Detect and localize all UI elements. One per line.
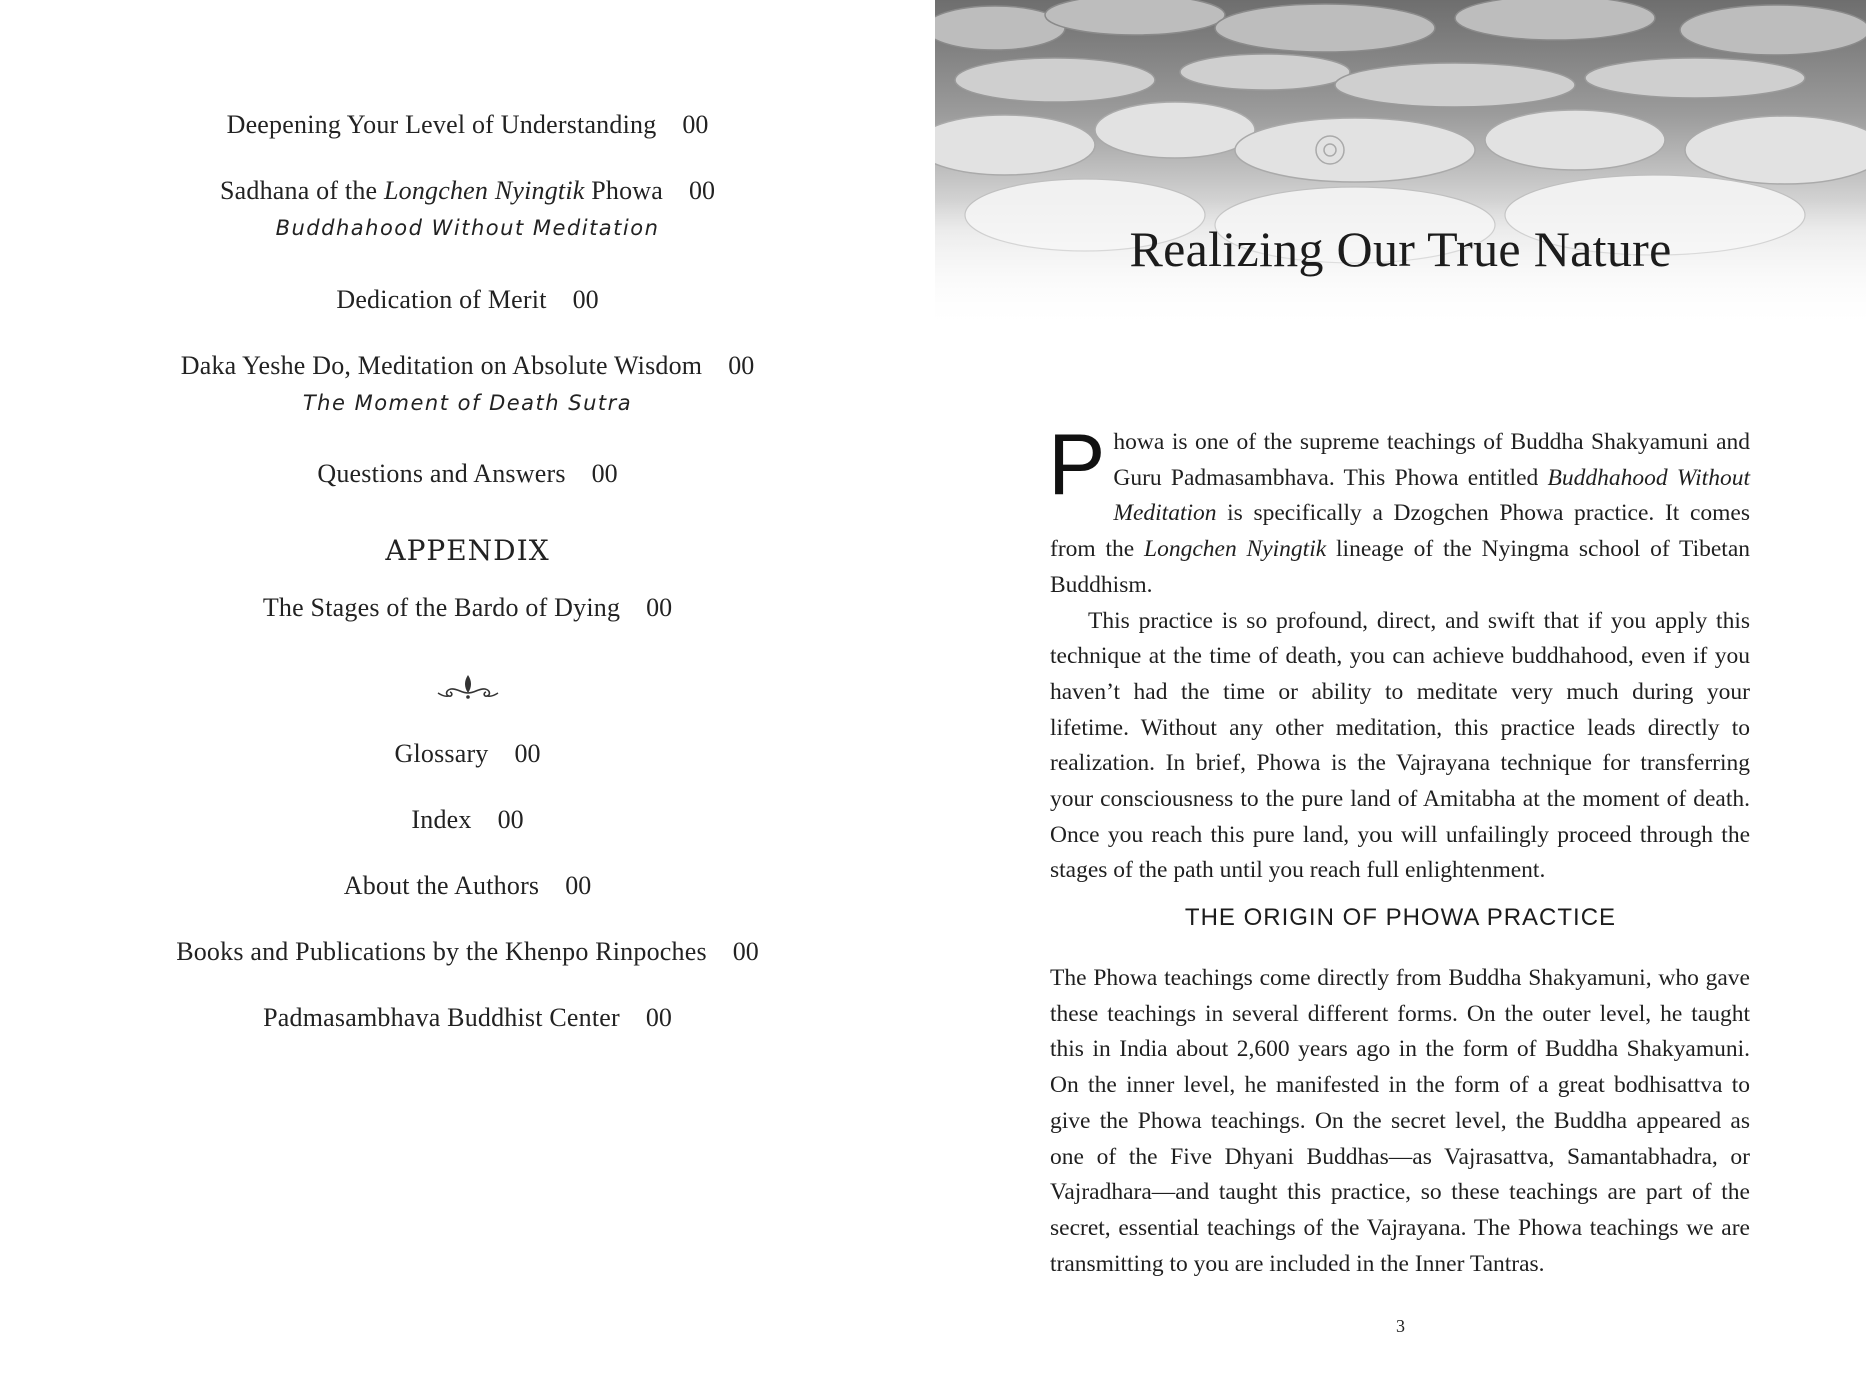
toc-entry-page: 00 (497, 805, 524, 834)
section-heading: THE ORIGIN OF PHOWA PRACTICE (1184, 904, 1617, 931)
right-page-chapter (935, 0, 1866, 1400)
chapter-title: Realizing Our True Nature (1129, 221, 1672, 277)
toc-entry[interactable] (0, 739, 935, 769)
toc-entry[interactable] (0, 351, 935, 415)
toc-entry[interactable] (0, 937, 935, 967)
toc-entry[interactable] (0, 176, 935, 240)
toc-entry-title: Deepening Your Level of Understanding (226, 110, 657, 139)
intro-paragraph-1: Phowa is one of the supreme teachings of Buddha Shakyamuni and Guru Padmasambhava. This Phowa entitled Buddhahood Without Meditation is specifically a Dzogchen Phowa practice. It comes from the Longchen Nyingtik lineage of the Nyingma school of Tibetan Buddhism. (1048, 417, 1750, 598)
toc-entry[interactable] (0, 593, 935, 623)
toc-entry[interactable] (0, 110, 935, 140)
toc-entry-title: Dedication of Merit (336, 285, 547, 314)
toc-entry-page: 00 (646, 593, 673, 622)
toc-entry-title: Padmasambhava Buddhist Center (263, 1003, 620, 1032)
toc-entry-page: 00 (591, 459, 618, 488)
appendix-heading: APPENDIX (385, 534, 550, 567)
section-text (1050, 961, 1750, 1282)
toc-entry-page: 00 (689, 176, 716, 205)
toc-entry-page: 00 (514, 739, 541, 768)
toc-entry[interactable] (0, 1003, 935, 1033)
drop-cap: P (1048, 417, 1106, 513)
toc-entry-title: Daka Yeshe Do, Meditation on Absolute Wisdom (180, 351, 703, 380)
toc-entry-page: 00 (682, 110, 709, 139)
toc-entry-title-italic: Longchen Nyingtik (383, 176, 585, 205)
toc-entry-subtitle: The Moment of Death Sutra (302, 391, 633, 415)
toc-entry-page: 00 (572, 285, 599, 314)
toc-entry[interactable] (0, 871, 935, 901)
cloud-header-image (935, 0, 1866, 330)
section-paragraph-1: The Phowa teachings come directly from Buddha Shakyamuni, who gave these teachings in several different forms. On the outer level, he taught this in India about 2,600 years ago in the form of Buddha Shakyamuni. On the inner level, he manifested in the form of a great bodhisattva to give the Phowa teachings. On the secret level, the Buddha appeared as one of the Five Dhyani Buddhas—as Vajrasattva, Samantabhadra, or Vajradhara—and taught this practice, so these teachings are part of the secret, essential teachings of the Vajrayana. The Phowa teachings we are transmitting to you are included in the Inner Tantras. (1050, 965, 1750, 1277)
toc-entry-title: Questions and Answers (317, 459, 566, 488)
toc-entry-title: About the Authors (343, 871, 540, 900)
intro-paragraph-2: This practice is so profound, direct, and swift that if you apply this technique at the time of death, you can achieve buddhahood, even if you haven’t had the time or ability to meditate very much during your lifetime. Without any other meditation, this practice leads directly to realization. In brief, Phowa is the Vajrayana technique for transferring your consciousness to the pure land of Amitabha at the moment of death. Once you reach this pure land, you will unfailingly proceed through the stages of the path until you reach full enlightenment. (1050, 607, 1750, 884)
toc-entry[interactable] (0, 459, 935, 489)
toc-entry-page: 00 (728, 351, 755, 380)
toc-entry-title: Sadhana of the Longchen Nyingtik Phowa (219, 176, 664, 205)
toc-entry-subtitle: Buddhahood Without Meditation (275, 216, 660, 240)
toc-entry[interactable] (0, 285, 935, 315)
toc-entry-page: 00 (732, 937, 759, 966)
toc-entry[interactable] (0, 805, 935, 835)
toc-entry-title: Index (411, 805, 472, 834)
intro-text (1048, 417, 1750, 889)
page-number: 3 (1396, 1316, 1405, 1336)
toc-entry-page: 00 (565, 871, 592, 900)
ornament-icon (437, 671, 499, 701)
toc-entry-title: Books and Publications by the Khenpo Rinpoches (176, 937, 707, 966)
toc-entry-page: 00 (645, 1003, 672, 1032)
toc-entry-title: The Stages of the Bardo of Dying (262, 593, 621, 622)
toc-entry-title: Glossary (394, 739, 489, 768)
